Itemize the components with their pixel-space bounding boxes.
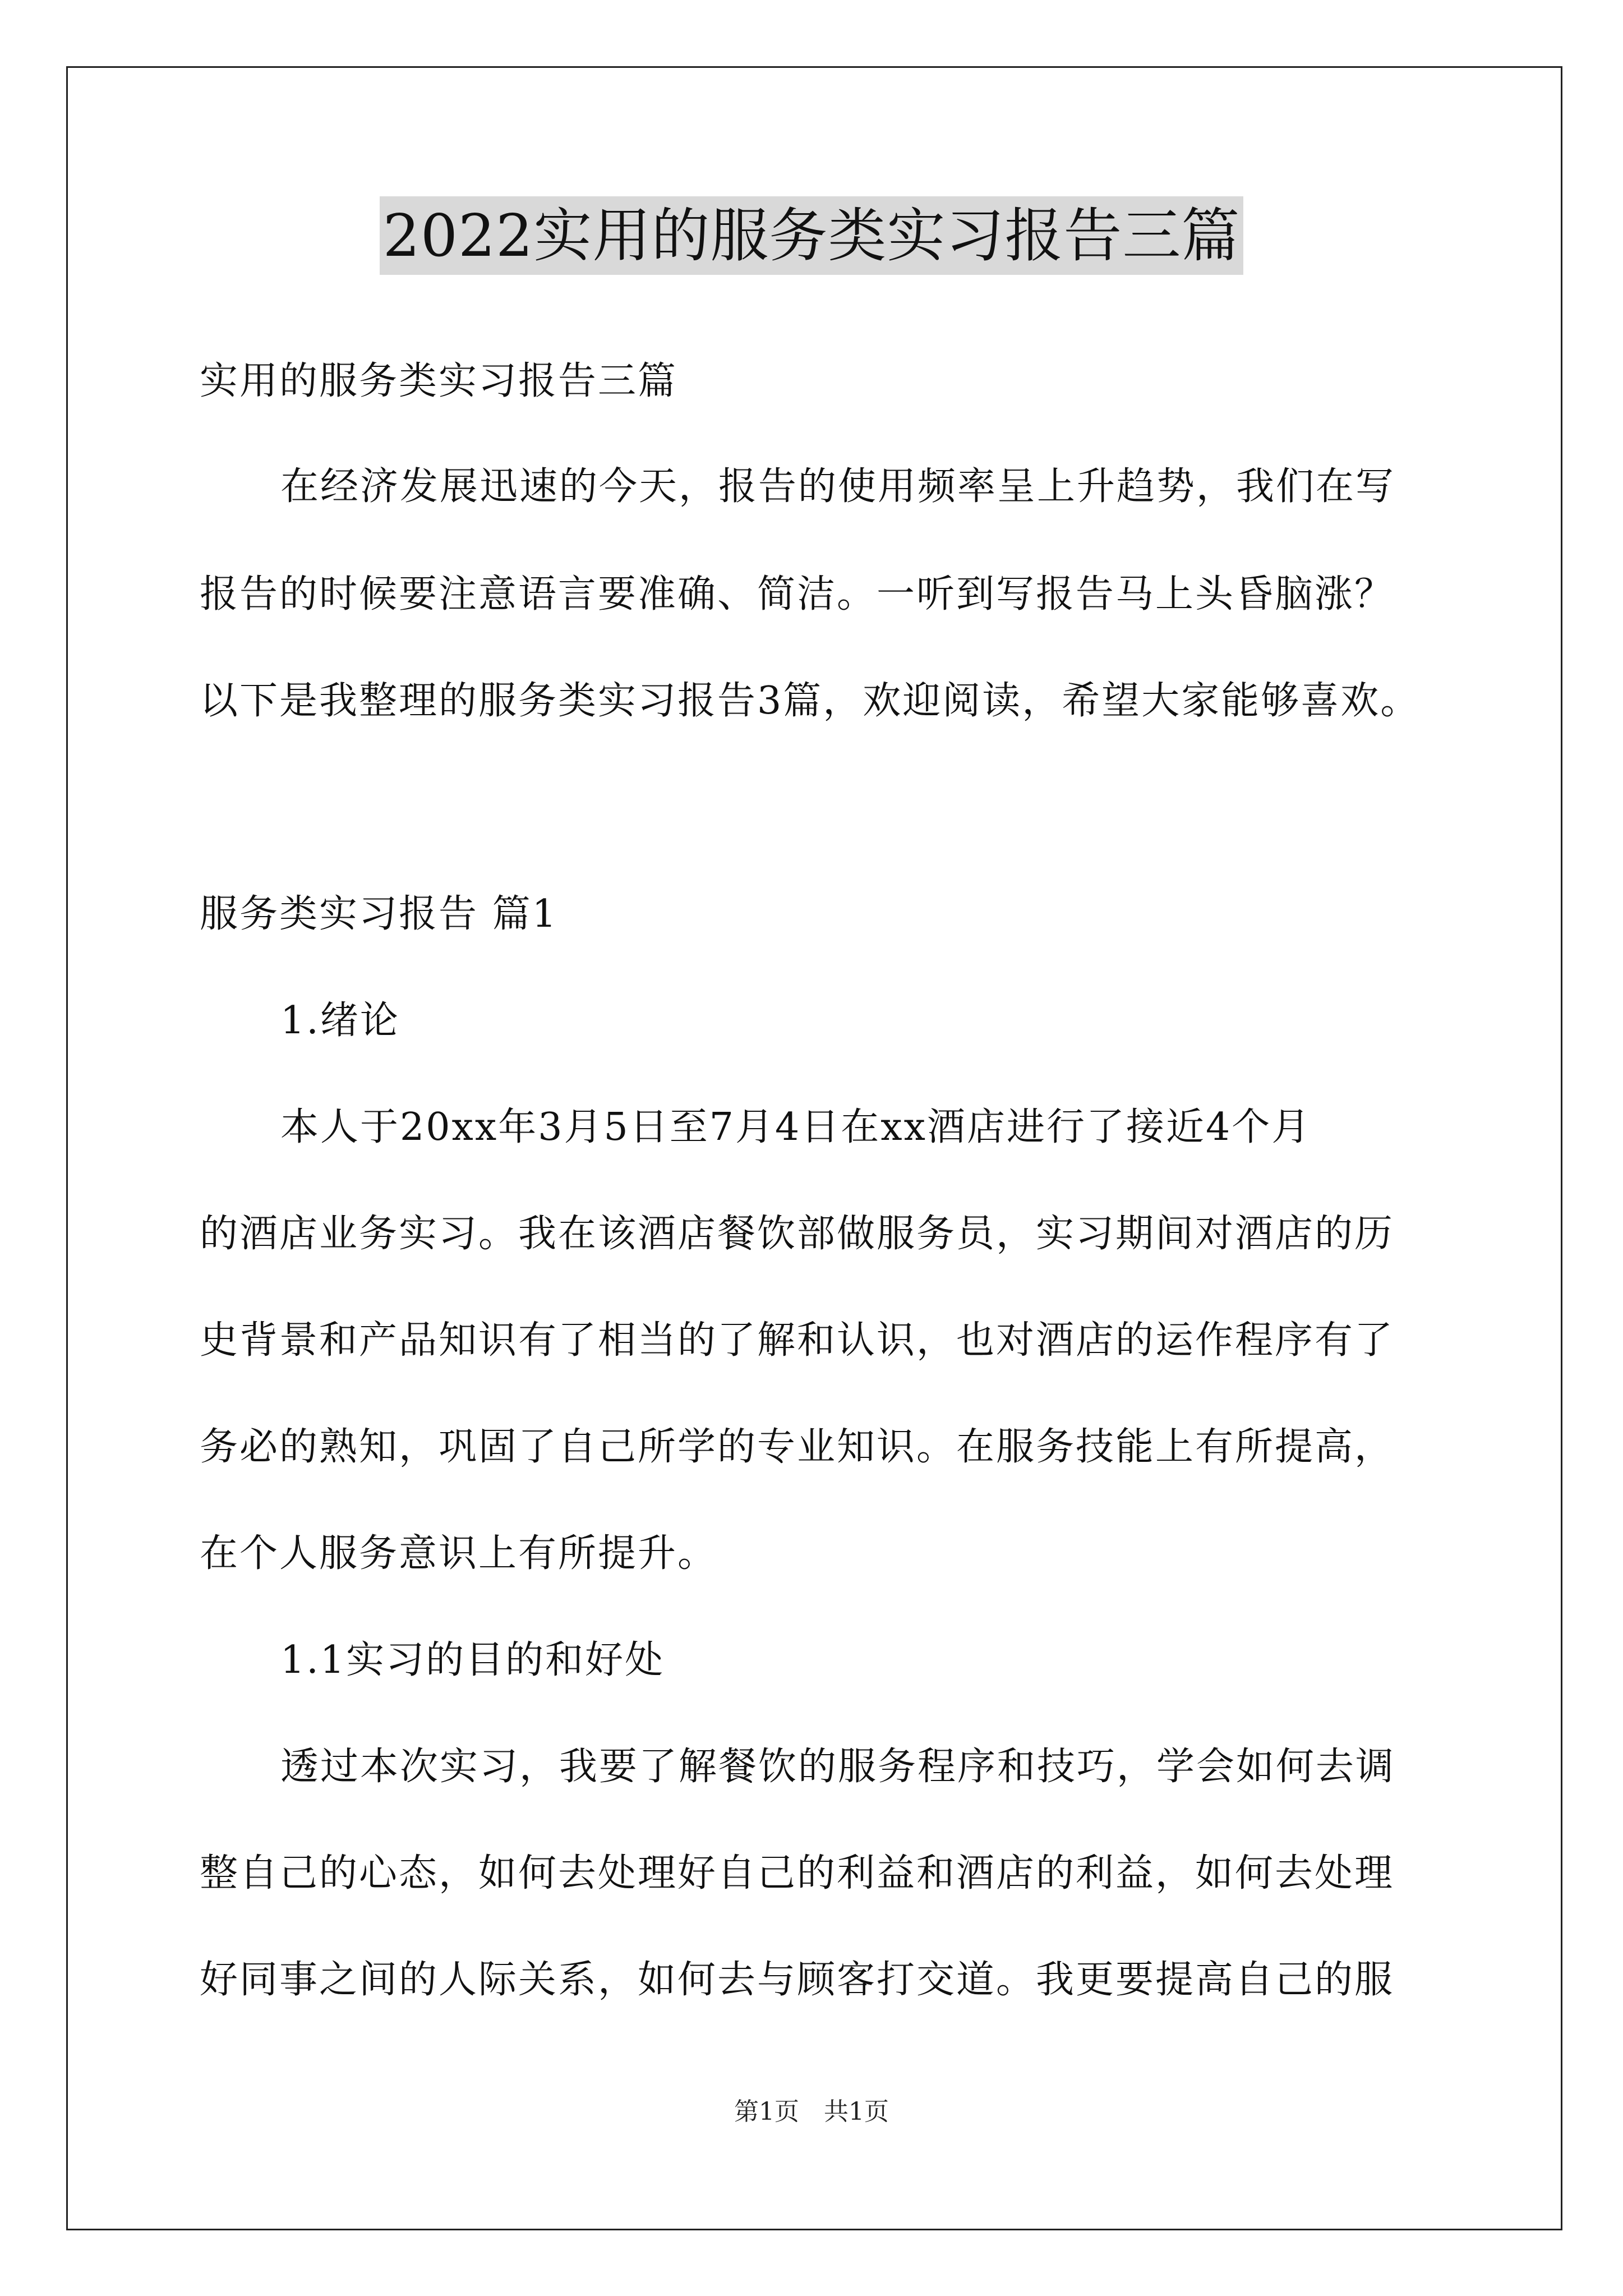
paragraph-line: 以下是我整理的服务类实习报告3篇，欢迎阅读，希望大家能够喜欢。 [200, 679, 1421, 723]
paragraph-line: 在个人服务意识上有所提升。 [200, 1531, 718, 1576]
paragraph-line: 在经济发展迅速的今天，报告的使用频率呈上升趋势，我们在写 [280, 464, 1396, 509]
section-heading: 服务类实习报告 篇1 [200, 892, 558, 936]
paragraph-line: 的酒店业务实习。我在该酒店餐饮部做服务员，实习期间对酒店的历 [200, 1212, 1395, 1256]
title-container [0, 196, 1623, 275]
paragraph-line: 史背景和产品知识有了相当的了解和认识，也对酒店的运作程序有了 [200, 1318, 1395, 1363]
page-footer [0, 2095, 1623, 2129]
subsection-heading: 1.1实习的目的和好处 [280, 1638, 665, 1682]
paragraph-line: 透过本次实习，我要了解餐饮的服务程序和技巧，学会如何去调 [280, 1745, 1396, 1789]
subtitle-line: 实用的服务类实习报告三篇 [200, 359, 678, 403]
document-title: 2022实用的服务类实习报告三篇 [380, 196, 1244, 275]
paragraph-line: 整自己的心态，如何去处理好自己的利益和酒店的利益，如何去处理 [200, 1851, 1395, 1895]
paragraph-line: 本人于20xx年3月5日至7月4日在xx酒店进行了接近4个月 [280, 1105, 1312, 1149]
paragraph-line: 务必的熟知，巩固了自己所学的专业知识。在服务技能上有所提高， [200, 1425, 1395, 1469]
paragraph-line: 报告的时候要注意语言要准确、简洁。一听到写报告马上头昏脑涨？ [200, 572, 1395, 616]
paragraph-line: 好同事之间的人际关系，如何去与顾客打交道。我更要提高自己的服 [200, 1958, 1395, 2002]
page-total: 共1页 [824, 2097, 889, 2126]
page-number: 第1页 [734, 2097, 799, 2126]
subsection-heading: 1.绪论 [280, 999, 400, 1043]
